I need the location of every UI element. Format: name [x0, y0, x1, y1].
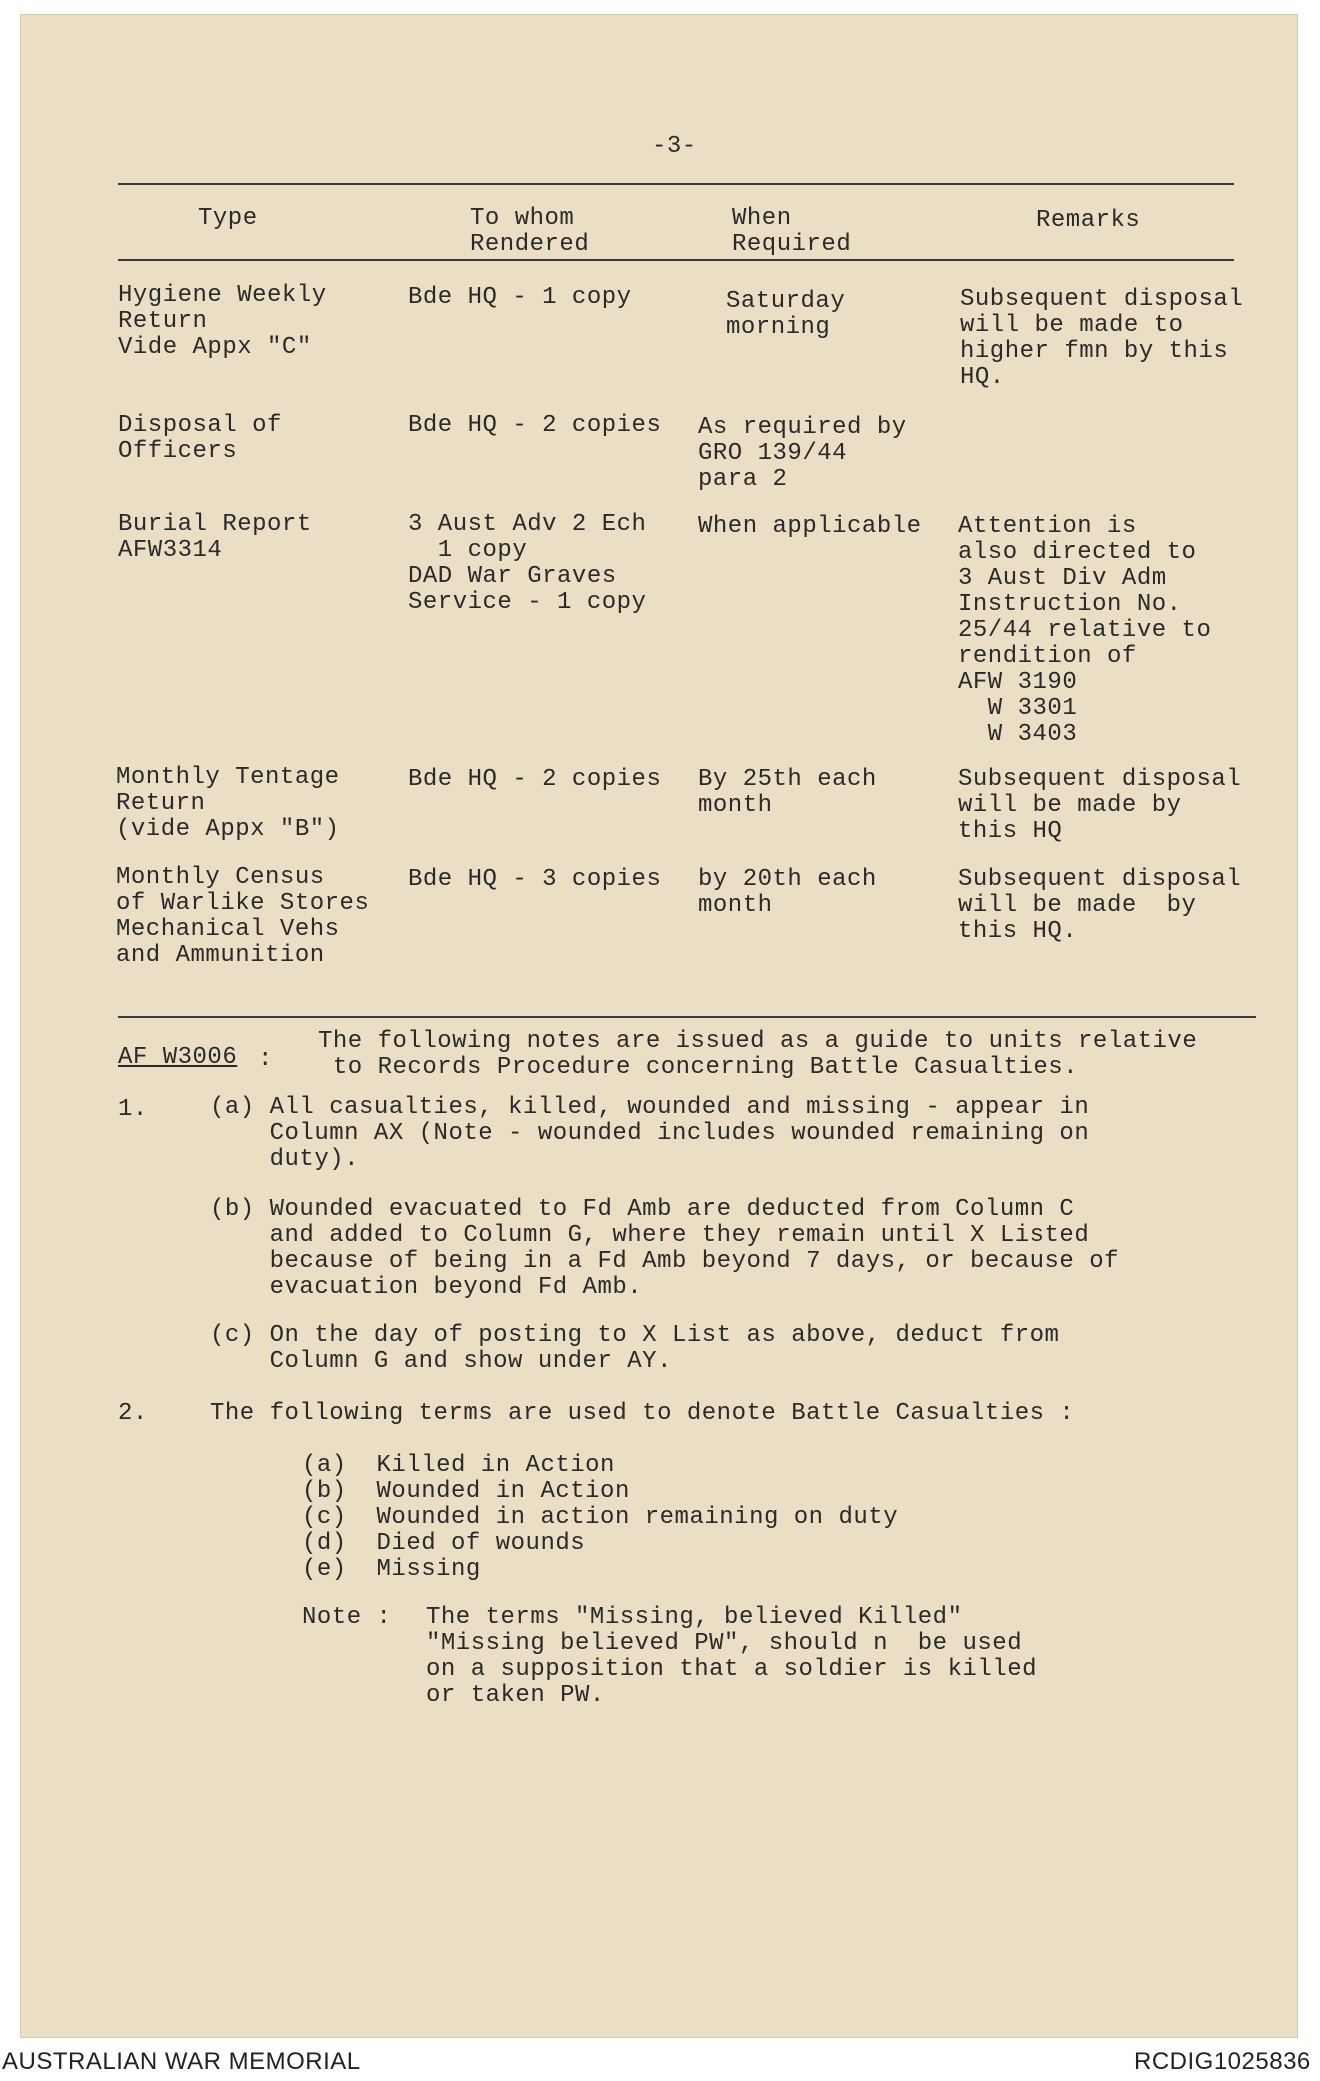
row-2-when: As required by GRO 139/44 para 2 — [698, 414, 907, 493]
header-to-whom: To whom Rendered — [470, 205, 590, 258]
row-1-to-whom: Bde HQ - 1 copy — [408, 284, 632, 311]
row-3-to-whom: 3 Aust Adv 2 Ech 1 copy DAD War Graves Service - 1 copy — [408, 511, 647, 616]
page-number: -3- — [652, 133, 697, 160]
row-2-type: Disposal of Officers — [118, 412, 282, 465]
row-1-when: Saturday morning — [726, 288, 846, 341]
row-3-type: Burial Report AFW3314 — [118, 511, 312, 564]
af-colon: : — [258, 1046, 273, 1073]
row-2-to-whom: Bde HQ - 2 copies — [408, 412, 662, 439]
term-d: (d) Died of wounds — [302, 1530, 586, 1557]
row-4-remarks: Subsequent disposal will be made by this HQ — [958, 766, 1242, 845]
footer-right: RCDIG1025836 — [1134, 2048, 1311, 2075]
row-5-remarks: Subsequent disposal will be made by this HQ. — [958, 866, 1242, 945]
row-4-to-whom: Bde HQ - 2 copies — [408, 766, 662, 793]
row-5-to-whom: Bde HQ - 3 copies — [408, 866, 662, 893]
row-5-type: Monthly Census of Warlike Stores Mechanical Vehs and Ammunition — [116, 864, 370, 969]
af-label: AF W3006 — [118, 1044, 238, 1071]
row-5-when: by 20th each month — [698, 866, 877, 919]
header-remarks: Remarks — [1036, 207, 1141, 234]
af-intro: The following notes are issued as a guide to units relative to Records Procedure concerning Battle Casualties. — [318, 1028, 1198, 1081]
item-1c-text: (c) On the day of posting to X List as above, deduct from Column G and show under AY. — [210, 1322, 1060, 1375]
item-1b-text: (b) Wounded evacuated to Fd Amb are deducted from Column C and added to Column G, where they remain until X Listed because of being in a Fd Amb beyond 7 days, or because of evacuation beyond Fd Amb. — [210, 1196, 1120, 1301]
row-3-remarks: Attention is also directed to 3 Aust Div Adm Instruction No. 25/44 relative to rendition of AFW 3190 W 3301 W 3403 — [958, 513, 1212, 748]
row-1-type: Hygiene Weekly Return Vide Appx "C" — [118, 282, 327, 361]
footer-left: AUSTRALIAN WAR MEMORIAL — [2, 2048, 361, 2075]
item-2-text: The following terms are used to denote Battle Casualties : — [210, 1400, 1075, 1427]
header-bottom-rule — [118, 259, 1234, 261]
term-c: (c) Wounded in action remaining on duty — [302, 1504, 899, 1531]
item-2-number: 2. — [118, 1400, 148, 1427]
note-label: Note : — [302, 1604, 392, 1631]
term-e: (e) Missing — [302, 1556, 481, 1583]
term-a: (a) Killed in Action — [302, 1452, 615, 1479]
header-type: Type — [198, 205, 258, 232]
table-end-rule — [118, 1016, 1256, 1018]
header-top-rule — [118, 183, 1234, 185]
term-b: (b) Wounded in Action — [302, 1478, 630, 1505]
note-text: The terms "Missing, believed Killed" "Missing believed PW", should n be used on a supposition that a soldier is killed or taken PW. — [426, 1604, 1037, 1709]
item-1-number: 1. — [118, 1096, 148, 1123]
header-when: When Required — [732, 205, 852, 258]
row-4-when: By 25th each month — [698, 766, 877, 819]
item-1a-text: (a) All casualties, killed, wounded and missing - appear in Column AX (Note - wounded includes wounded remaining on duty). — [210, 1094, 1090, 1173]
row-3-when: When applicable — [698, 513, 922, 540]
row-1-remarks: Subsequent disposal will be made to higher fmn by this HQ. — [960, 286, 1244, 391]
row-4-type: Monthly Tentage Return (vide Appx "B") — [116, 764, 340, 843]
